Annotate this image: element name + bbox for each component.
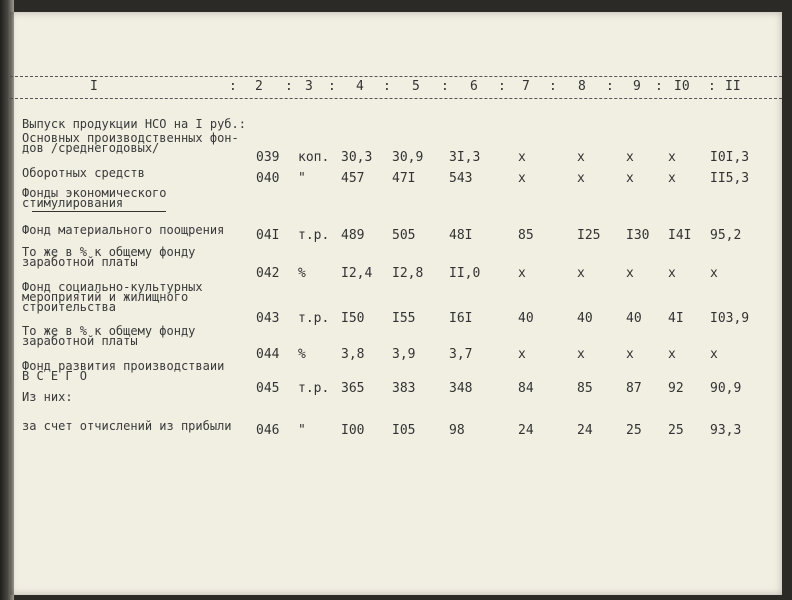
column-separator: :: [655, 79, 663, 94]
row-label-fond-soc: строительства: [22, 300, 116, 314]
header-rule-bottom: [10, 98, 782, 99]
column-number: II: [725, 79, 741, 94]
cell-vsego-col6: 348: [449, 381, 473, 396]
cell-fot-share-2-col5: 3,9: [392, 347, 416, 362]
cell-fond-mat-col10: I4I: [668, 228, 692, 243]
cell-osnovnyh-col3: коп.: [298, 150, 330, 165]
cell-oborotnyh-col10: x: [668, 171, 676, 186]
column-number: 7: [522, 79, 530, 94]
cell-oborotnyh-col7: x: [518, 171, 526, 186]
cell-fond-mat-col2: 04I: [256, 228, 280, 243]
cell-vsego-col9: 87: [626, 381, 642, 396]
cell-vsego-col5: 383: [392, 381, 416, 396]
cell-fot-share-2-col6: 3,7: [449, 347, 473, 362]
cell-fond-soc-col7: 40: [518, 311, 534, 326]
cell-osnovnyh-col10: x: [668, 150, 676, 165]
cell-fot-share-2-col10: x: [668, 347, 676, 362]
cell-oborotnyh-col11: II5,3: [710, 171, 750, 186]
row-label-iz-nih: Из них:: [22, 390, 73, 404]
column-number: 5: [412, 79, 420, 94]
cell-za-schet-col10: 25: [668, 423, 684, 438]
cell-oborotnyh-col2: 040: [256, 171, 280, 186]
cell-osnovnyh-col11: I0I,3: [710, 150, 750, 165]
cell-osnovnyh-col7: x: [518, 150, 526, 165]
cell-za-schet-col7: 24: [518, 423, 534, 438]
column-number: 2: [255, 79, 263, 94]
cell-fot-share-1-col5: I2,8: [392, 266, 424, 281]
column-separator: :: [441, 79, 449, 94]
row-label-fondy-stim: Фонды экономического: [22, 186, 167, 200]
cell-vsego-col3: т.р.: [298, 381, 330, 396]
column-separator: :: [229, 79, 237, 94]
cell-za-schet-col11: 93,3: [710, 423, 742, 438]
row-label-fot-share-1: заработной платы: [22, 255, 138, 269]
cell-oborotnyh-col8: x: [577, 171, 585, 186]
column-separator: :: [383, 79, 391, 94]
row-label-fot-share-1: То же в % к общему фонду: [22, 245, 196, 259]
cell-fot-share-1-col7: x: [518, 266, 526, 281]
column-separator: :: [549, 79, 557, 94]
column-separator: :: [285, 79, 293, 94]
cell-fot-share-1-col8: x: [577, 266, 585, 281]
cell-fot-share-1-col11: x: [710, 266, 718, 281]
cell-fond-soc-col6: I6I: [449, 311, 473, 326]
row-label-vypusk: Выпуск продукции НСО на I руб.:: [22, 117, 246, 131]
cell-fond-mat-col5: 505: [392, 228, 416, 243]
row-label-fond-soc: Фонд социально-культурных: [22, 280, 203, 294]
cell-fond-soc-col2: 043: [256, 311, 280, 326]
header-rule-top: [10, 76, 782, 77]
section-underline: [32, 211, 166, 212]
cell-fond-mat-col7: 85: [518, 228, 534, 243]
cell-fot-share-1-col4: I2,4: [341, 266, 373, 281]
column-separator: :: [328, 79, 336, 94]
cell-fond-mat-col8: I25: [577, 228, 601, 243]
cell-fond-mat-col11: 95,2: [710, 228, 742, 243]
column-separator: :: [606, 79, 614, 94]
cell-vsego-col8: 85: [577, 381, 593, 396]
cell-za-schet-col9: 25: [626, 423, 642, 438]
row-label-fot-share-2: То же в % к общему фонду: [22, 324, 196, 338]
column-separator: :: [498, 79, 506, 94]
cell-fond-soc-col5: I55: [392, 311, 416, 326]
column-number: 4: [356, 79, 364, 94]
cell-fot-share-2-col8: x: [577, 347, 585, 362]
cell-vsego-col4: 365: [341, 381, 365, 396]
cell-fot-share-1-col9: x: [626, 266, 634, 281]
cell-osnovnyh-col5: 30,9: [392, 150, 424, 165]
column-number: 8: [578, 79, 586, 94]
cell-oborotnyh-col9: x: [626, 171, 634, 186]
cell-za-schet-col4: I00: [341, 423, 365, 438]
cell-fond-soc-col11: I03,9: [710, 311, 750, 326]
cell-oborotnyh-col3: ": [298, 171, 306, 186]
cell-osnovnyh-col8: x: [577, 150, 585, 165]
cell-osnovnyh-col2: 039: [256, 150, 280, 165]
row-label-fond-razv: Фонд развития производствaии: [22, 359, 225, 373]
column-number: 6: [470, 79, 478, 94]
column-number: I0: [674, 79, 690, 94]
cell-za-schet-col2: 046: [256, 423, 280, 438]
cell-fot-share-1-col2: 042: [256, 266, 280, 281]
cell-za-schet-col6: 98: [449, 423, 465, 438]
cell-fot-share-1-col6: II,0: [449, 266, 481, 281]
column-number: 3: [305, 79, 313, 94]
cell-fond-mat-col6: 48I: [449, 228, 473, 243]
cell-fond-mat-col4: 489: [341, 228, 365, 243]
cell-fot-share-2-col7: x: [518, 347, 526, 362]
cell-fot-share-2-col2: 044: [256, 347, 280, 362]
row-label-fond-soc: мероприятий и жилищного: [22, 290, 189, 304]
cell-fond-soc-col3: т.р.: [298, 311, 330, 326]
cell-fot-share-2-col11: x: [710, 347, 718, 362]
cell-osnovnyh-col6: 3I,3: [449, 150, 481, 165]
cell-osnovnyh-col4: 30,3: [341, 150, 373, 165]
row-label-za-schet: за счет отчислений из прибыли: [22, 419, 232, 433]
row-label-fondy-stim: стимулирования: [22, 196, 124, 210]
cell-fond-soc-col4: I50: [341, 311, 365, 326]
cell-vsego-col10: 92: [668, 381, 684, 396]
row-label-oborotnyh: Оборотных средств: [22, 166, 145, 180]
cell-fond-mat-col3: т.р.: [298, 228, 330, 243]
cell-za-schet-col8: 24: [577, 423, 593, 438]
row-label-fond-mat: Фонд материального поощрения: [22, 223, 225, 237]
cell-fot-share-2-col3: %: [298, 347, 306, 362]
cell-za-schet-col5: I05: [392, 423, 416, 438]
cell-fot-share-1-col3: %: [298, 266, 306, 281]
cell-fond-soc-col8: 40: [577, 311, 593, 326]
cell-vsego-col11: 90,9: [710, 381, 742, 396]
cell-fond-soc-col10: 4I: [668, 311, 684, 326]
column-number: I: [90, 79, 98, 94]
cell-fot-share-2-col4: 3,8: [341, 347, 365, 362]
cell-oborotnyh-col5: 47I: [392, 171, 416, 186]
row-label-fond-razv: В С Е Г О: [22, 369, 88, 383]
cell-fond-mat-col9: I30: [626, 228, 650, 243]
cell-vsego-col2: 045: [256, 381, 280, 396]
cell-oborotnyh-col6: 543: [449, 171, 473, 186]
cell-za-schet-col3: ": [298, 423, 306, 438]
cell-fond-soc-col9: 40: [626, 311, 642, 326]
cell-osnovnyh-col9: x: [626, 150, 634, 165]
row-label-fot-share-2: заработной платы: [22, 334, 138, 348]
cell-vsego-col7: 84: [518, 381, 534, 396]
row-label-osnovnyh: Основных производственных фон-: [22, 131, 239, 145]
cell-fot-share-1-col10: x: [668, 266, 676, 281]
cell-fot-share-2-col9: x: [626, 347, 634, 362]
column-number: 9: [633, 79, 641, 94]
cell-oborotnyh-col4: 457: [341, 171, 365, 186]
column-separator: :: [708, 79, 716, 94]
binder-edge: [0, 0, 14, 600]
row-label-osnovnyh: дов /среднегодовых/: [22, 141, 160, 155]
